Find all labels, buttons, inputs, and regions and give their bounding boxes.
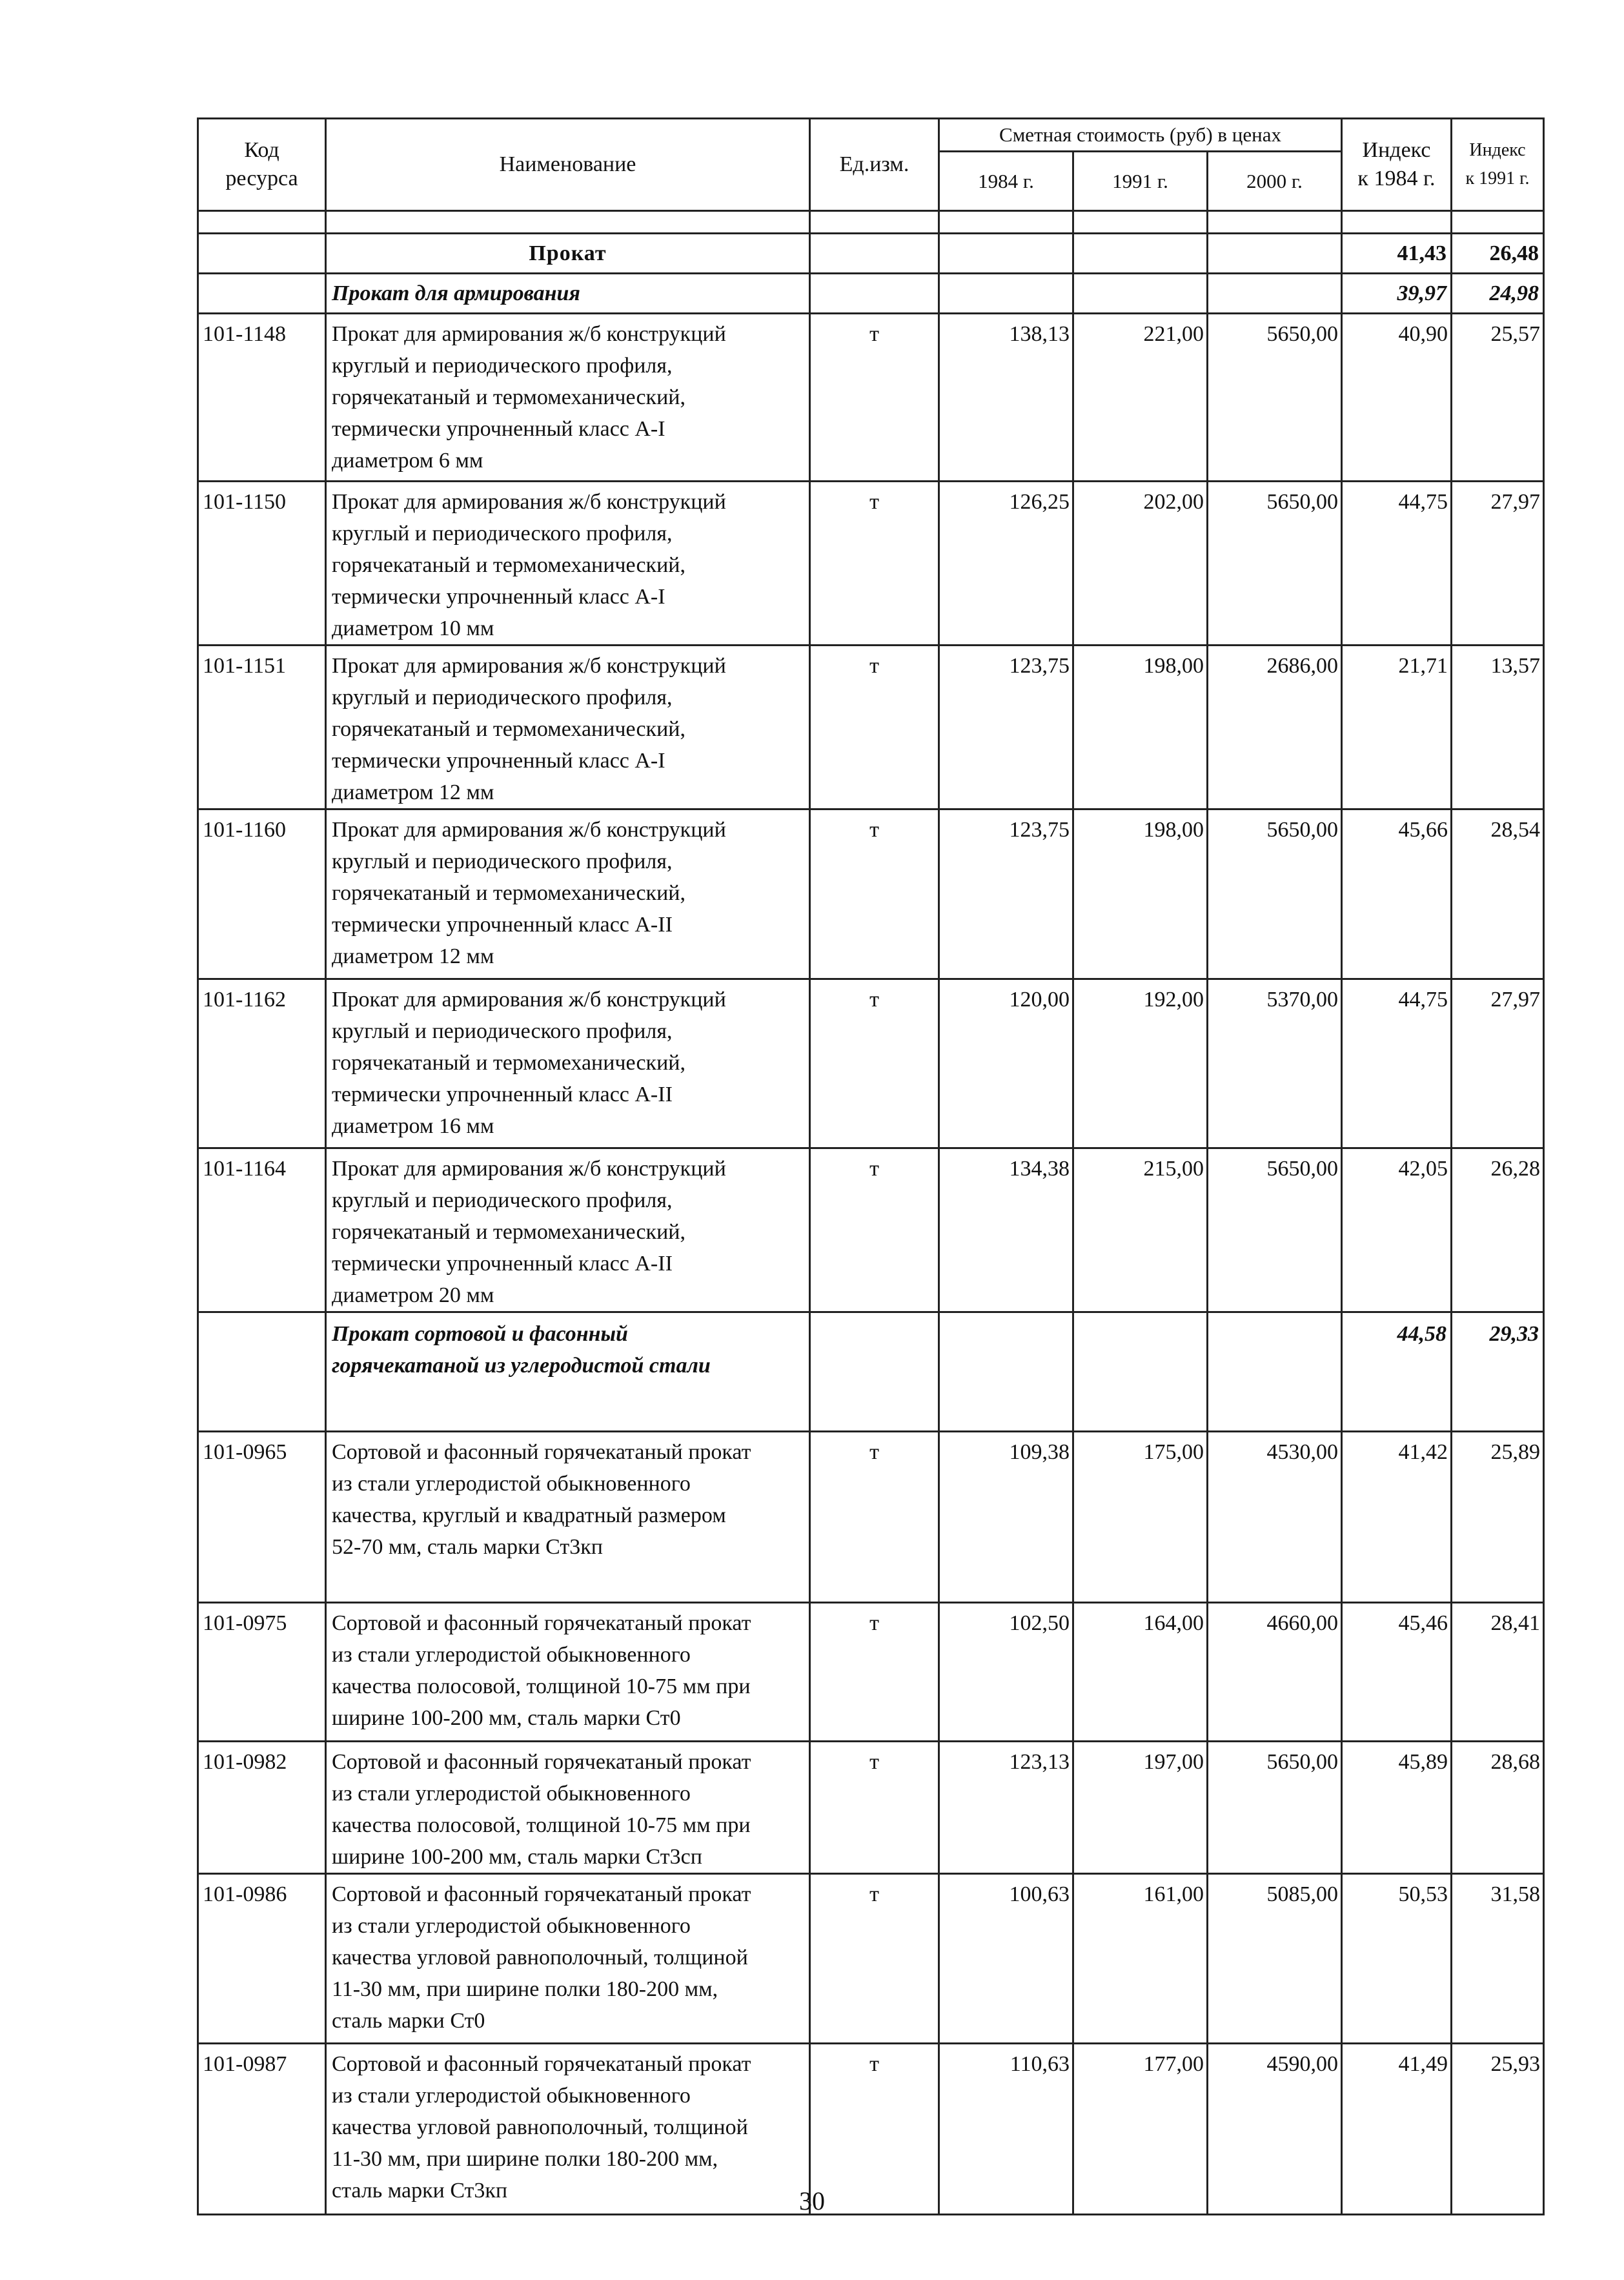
resource-code: 101-1160 — [198, 809, 326, 979]
header-code: Код ресурса — [198, 119, 326, 211]
price-1991: 192,00 — [1073, 979, 1208, 1148]
price-1984: 120,00 — [939, 979, 1073, 1148]
resource-name: Сортовой и фасонный горячекатаный прокат из стали углеродистой обыкновенного качества полосовой, толщиной 10-75 мм при ширине 100-200 мм, сталь марки Ст0 — [326, 1603, 810, 1742]
header-name: Наименование — [326, 119, 810, 211]
resource-name: Прокат для армирования ж/б конструкций круглый и периодического профиля, горячекатаный и термомеханический, термически упрочненный класс А-II диаметром 20 мм — [326, 1148, 810, 1312]
header-index-1984: Индекс к 1984 г. — [1342, 119, 1452, 211]
group-unit-cell — [810, 1312, 939, 1432]
header-year-1984: 1984 г. — [939, 152, 1073, 211]
group-1984-cell — [939, 274, 1073, 314]
index-1984: 40,90 — [1342, 314, 1452, 482]
table-row — [198, 809, 1544, 979]
index-1991: 25,89 — [1452, 1432, 1544, 1603]
group-index-1991: 24,98 — [1452, 274, 1544, 314]
price-2000: 4530,00 — [1208, 1432, 1342, 1603]
price-2000: 4660,00 — [1208, 1603, 1342, 1742]
price-1984: 123,13 — [939, 1742, 1073, 1874]
spacer-row — [198, 211, 1544, 234]
group-2000-cell — [1208, 1312, 1342, 1432]
table-row — [198, 1874, 1544, 2044]
resource-name: Прокат для армирования ж/б конструкций круглый и периодического профиля, горячекатаный и термомеханический, термически упрочненный класс А-I диаметром 10 мм — [326, 482, 810, 646]
price-1984: 134,38 — [939, 1148, 1073, 1312]
index-1984: 41,42 — [1342, 1432, 1452, 1603]
index-1984: 44,75 — [1342, 482, 1452, 646]
price-1984: 100,63 — [939, 1874, 1073, 2044]
price-2000: 5650,00 — [1208, 809, 1342, 979]
index-1984: 50,53 — [1342, 1874, 1452, 2044]
header-row — [198, 119, 1544, 152]
group-1991-cell — [1073, 274, 1208, 314]
resource-name: Сортовой и фасонный горячекатаный прокат из стали углеродистой обыкновенного качества угловой равнополочный, толщиной 11-30 мм, при ширине полки 180-200 мм, сталь марки Ст3кп — [326, 2044, 810, 2215]
table-row — [198, 1432, 1544, 1603]
group-code-cell — [198, 274, 326, 314]
price-1991: 197,00 — [1073, 1742, 1208, 1874]
unit-cell: т — [810, 979, 939, 1148]
price-1984: 123,75 — [939, 646, 1073, 809]
section-index-1984: 41,43 — [1342, 234, 1452, 274]
price-1991: 161,00 — [1073, 1874, 1208, 2044]
price-1991: 198,00 — [1073, 646, 1208, 809]
price-1991: 164,00 — [1073, 1603, 1208, 1742]
unit-cell: т — [810, 646, 939, 809]
price-2000: 5650,00 — [1208, 314, 1342, 482]
resource-code: 101-1162 — [198, 979, 326, 1148]
group-2000-cell — [1208, 274, 1342, 314]
resource-name: Прокат для армирования ж/б конструкций круглый и периодического профиля, горячекатаный и термомеханический, термически упрочненный класс А-II диаметром 12 мм — [326, 809, 810, 979]
resource-code: 101-0975 — [198, 1603, 326, 1742]
unit-cell: т — [810, 482, 939, 646]
price-2000: 5650,00 — [1208, 1742, 1342, 1874]
index-1984: 44,75 — [1342, 979, 1452, 1148]
group-1984-cell — [939, 1312, 1073, 1432]
price-table — [197, 117, 1545, 2215]
page-number: 30 — [799, 2186, 825, 2215]
index-1991: 25,57 — [1452, 314, 1544, 482]
resource-code: 101-0987 — [198, 2044, 326, 2215]
table-row — [198, 314, 1544, 482]
price-2000: 2686,00 — [1208, 646, 1342, 809]
resource-code: 101-1164 — [198, 1148, 326, 1312]
unit-cell: т — [810, 314, 939, 482]
section-index-1991: 26,48 — [1452, 234, 1544, 274]
resource-name: Сортовой и фасонный горячекатаный прокат из стали углеродистой обыкновенного качества угловой равнополочный, толщиной 11-30 мм, при ширине полки 180-200 мм, сталь марки Ст0 — [326, 1874, 810, 2044]
group-title: Прокат сортовой и фасонный горячекатаной из углеродистой стали — [326, 1312, 810, 1432]
resource-code: 101-1150 — [198, 482, 326, 646]
price-2000: 5650,00 — [1208, 1148, 1342, 1312]
unit-cell: т — [810, 2044, 939, 2215]
index-1984: 45,66 — [1342, 809, 1452, 979]
price-1991: 175,00 — [1073, 1432, 1208, 1603]
price-2000: 5370,00 — [1208, 979, 1342, 1148]
group-unit-cell — [810, 274, 939, 314]
resource-name: Прокат для армирования ж/б конструкций круглый и периодического профиля, горячекатаный и термомеханический, термически упрочненный класс А-II диаметром 16 мм — [326, 979, 810, 1148]
resource-name: Прокат для армирования ж/б конструкций круглый и периодического профиля, горячекатаный и термомеханический, термически упрочненный класс А-I диаметром 6 мм — [326, 314, 810, 482]
group-row — [198, 274, 1544, 314]
resource-code: 101-0982 — [198, 1742, 326, 1874]
table-body — [198, 119, 1544, 2215]
group-title: Прокат для армирования — [326, 274, 810, 314]
header-cost-group: Сметная стоимость (руб) в ценах — [939, 119, 1342, 152]
index-1991: 28,54 — [1452, 809, 1544, 979]
index-1991: 28,41 — [1452, 1603, 1544, 1742]
index-1991: 31,58 — [1452, 1874, 1544, 2044]
table-row — [198, 1603, 1544, 1742]
unit-cell: т — [810, 1148, 939, 1312]
index-1984: 45,46 — [1342, 1603, 1452, 1742]
price-1991: 177,00 — [1073, 2044, 1208, 2215]
price-1984: 138,13 — [939, 314, 1073, 482]
unit-cell: т — [810, 1432, 939, 1603]
group-index-1991: 29,33 — [1452, 1312, 1544, 1432]
index-1991: 27,97 — [1452, 482, 1544, 646]
price-1991: 215,00 — [1073, 1148, 1208, 1312]
header-year-1991: 1991 г. — [1073, 152, 1208, 211]
section-title: Прокат — [326, 234, 810, 274]
index-1991: 26,28 — [1452, 1148, 1544, 1312]
unit-cell: т — [810, 1874, 939, 2044]
unit-cell: т — [810, 1742, 939, 1874]
price-1984: 109,38 — [939, 1432, 1073, 1603]
header-year-2000: 2000 г. — [1208, 152, 1342, 211]
price-1984: 123,75 — [939, 809, 1073, 979]
header-unit: Ед.изм. — [810, 119, 939, 211]
resource-code: 101-0986 — [198, 1874, 326, 2044]
table-row — [198, 1742, 1544, 1874]
group-code-cell — [198, 1312, 326, 1432]
index-1991: 25,93 — [1452, 2044, 1544, 2215]
index-1984: 45,89 — [1342, 1742, 1452, 1874]
index-1984: 42,05 — [1342, 1148, 1452, 1312]
group-index-1984: 44,58 — [1342, 1312, 1452, 1432]
table-row — [198, 979, 1544, 1148]
price-1991: 198,00 — [1073, 809, 1208, 979]
table-row — [198, 1148, 1544, 1312]
price-1991: 221,00 — [1073, 314, 1208, 482]
index-1991: 13,57 — [1452, 646, 1544, 809]
resource-name: Сортовой и фасонный горячекатаный прокат из стали углеродистой обыкновенного качества, круглый и квадратный размером 52-70 мм, сталь марки Ст3кп — [326, 1432, 810, 1603]
resource-code: 101-1148 — [198, 314, 326, 482]
resource-code: 101-1151 — [198, 646, 326, 809]
price-2000: 5085,00 — [1208, 1874, 1342, 2044]
unit-cell: т — [810, 809, 939, 979]
price-1984: 102,50 — [939, 1603, 1073, 1742]
group-row — [198, 1312, 1544, 1432]
group-1991-cell — [1073, 1312, 1208, 1432]
resource-name: Сортовой и фасонный горячекатаный прокат из стали углеродистой обыкновенного качества полосовой, толщиной 10-75 мм при ширине 100-200 мм, сталь марки Ст3сп — [326, 1742, 810, 1874]
index-1991: 28,68 — [1452, 1742, 1544, 1874]
price-2000: 5650,00 — [1208, 482, 1342, 646]
price-1984: 126,25 — [939, 482, 1073, 646]
header-index-1991: Индекс к 1991 г. — [1452, 119, 1544, 211]
index-1984: 21,71 — [1342, 646, 1452, 809]
table-row — [198, 646, 1544, 809]
price-1991: 202,00 — [1073, 482, 1208, 646]
group-index-1984: 39,97 — [1342, 274, 1452, 314]
index-1984: 41,49 — [1342, 2044, 1452, 2215]
section-row — [198, 234, 1544, 274]
price-1984: 110,63 — [939, 2044, 1073, 2215]
table-row — [198, 482, 1544, 646]
resource-code: 101-0965 — [198, 1432, 326, 1603]
price-2000: 4590,00 — [1208, 2044, 1342, 2215]
index-1991: 27,97 — [1452, 979, 1544, 1148]
resource-name: Прокат для армирования ж/б конструкций круглый и периодического профиля, горячекатаный и термомеханический, термически упрочненный класс А-I диаметром 12 мм — [326, 646, 810, 809]
unit-cell: т — [810, 1603, 939, 1742]
